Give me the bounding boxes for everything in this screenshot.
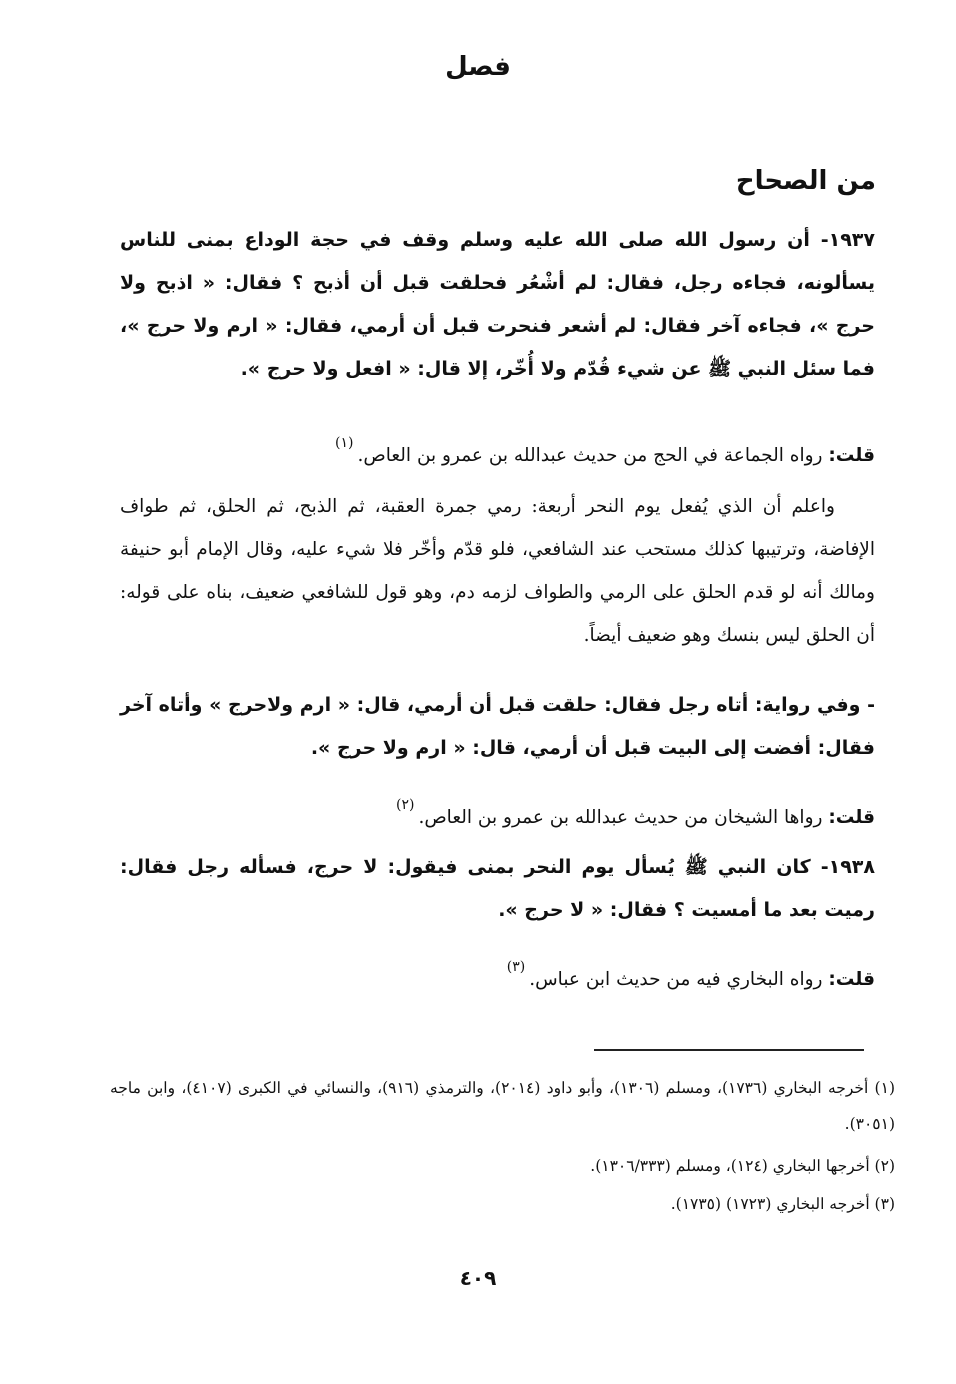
note-text: رواها الشيخان من حديث عبدالله بن عمرو بن العاص.: [418, 807, 823, 828]
footnote-ref: (٣): [506, 959, 526, 975]
hadith-1938: ١٩٣٨- كان النبي ﷺ يُسأل يوم النحر بمنى فيقول: لا حرج، فسأله رجل فقال: رميت بعد ما أمسيت ؟ فقال: « لا حرج ».: [120, 856, 875, 921]
note-text: رواه الجماعة في الحج من حديث عبدالله بن عمرو بن العاص.: [357, 445, 823, 466]
page-number: ٤٠٩: [459, 1266, 497, 1290]
note-text: رواه البخاري فيه من حديث ابن عباس.: [529, 969, 823, 990]
section-title: من الصحاح: [735, 166, 876, 196]
riwaya-paragraph: - وفي رواية: أتاه رجل فقال: حلقت قبل أن أرمي، قال: « ارم ولاحرج » وأتاه آخر فقال: أفضت إلى البيت قبل أن أرمي، قال: « ارم ولا حرج ».: [120, 694, 875, 759]
explanation-paragraph: واعلم أن الذي يُفعل يوم النحر أربعة: رمي جمرة العقبة، ثم الذبح، ثم الحلق، ثم طواف الإفاضة، وترتيبها كذلك مستحب عند الشافعي، فلو قدّم وأخّر فلا شيء عليه، وقال الإمام أبو حنيفة ومالك أنه لو قدم الحلق على الرمي والطواف لزمه دم، وهو قول للشافعي ضعيف، بناه على قوله: أن الحلق ليس بنسك وهو ضعيف أيضاً.: [120, 496, 875, 646]
note-3: [120, 958, 875, 1003]
footnote-3: (٣) أخرجه البخاري (١٧٢٣) (١٧٣٥).: [670, 1195, 895, 1213]
footnote-ref: (١): [335, 435, 354, 451]
footnote-1: (١) أخرجه البخاري (١٧٣٦)، ومسلم (١٣٠٦)، وأبو داود (٢٠١٤)، والترمذي (٩١٦)، والنسائي في الكبرى (٤١٠٧)، وابن ماجه (٣٠٥١).: [110, 1079, 895, 1133]
note-label: قلت:: [828, 969, 875, 990]
footnote-ref: (٢): [395, 797, 415, 813]
footnote-2: (٢) أخرجها البخاري (١٢٤)، ومسلم (١٣٠٦/٣٣٣).: [590, 1157, 895, 1175]
note-label: قلت:: [828, 807, 875, 828]
note-1: [120, 434, 875, 479]
note-label: قلت:: [828, 445, 875, 466]
chapter-heading: فصل: [445, 52, 511, 82]
footnote-divider: [594, 1049, 864, 1051]
note-2: [120, 796, 875, 841]
hadith-1937: ١٩٣٧- أن رسول الله صلى الله عليه وسلم وقف في حجة الوداع بمنى للناس يسألونه، فجاءه رجل، فقال: لم أشْعُر فحلقت قبل أن أذبح ؟ فقال: « اذبح ولا حرج »، فجاءه آخر فقال: لم أشعر فنحرت قبل أن أرمي، فقال: « ارم ولا حرج »، فما سئل النبي ﷺ عن شيء قُدّم ولا أُخّر، إلا قال: « افعل ولا حرج ».: [120, 229, 875, 380]
